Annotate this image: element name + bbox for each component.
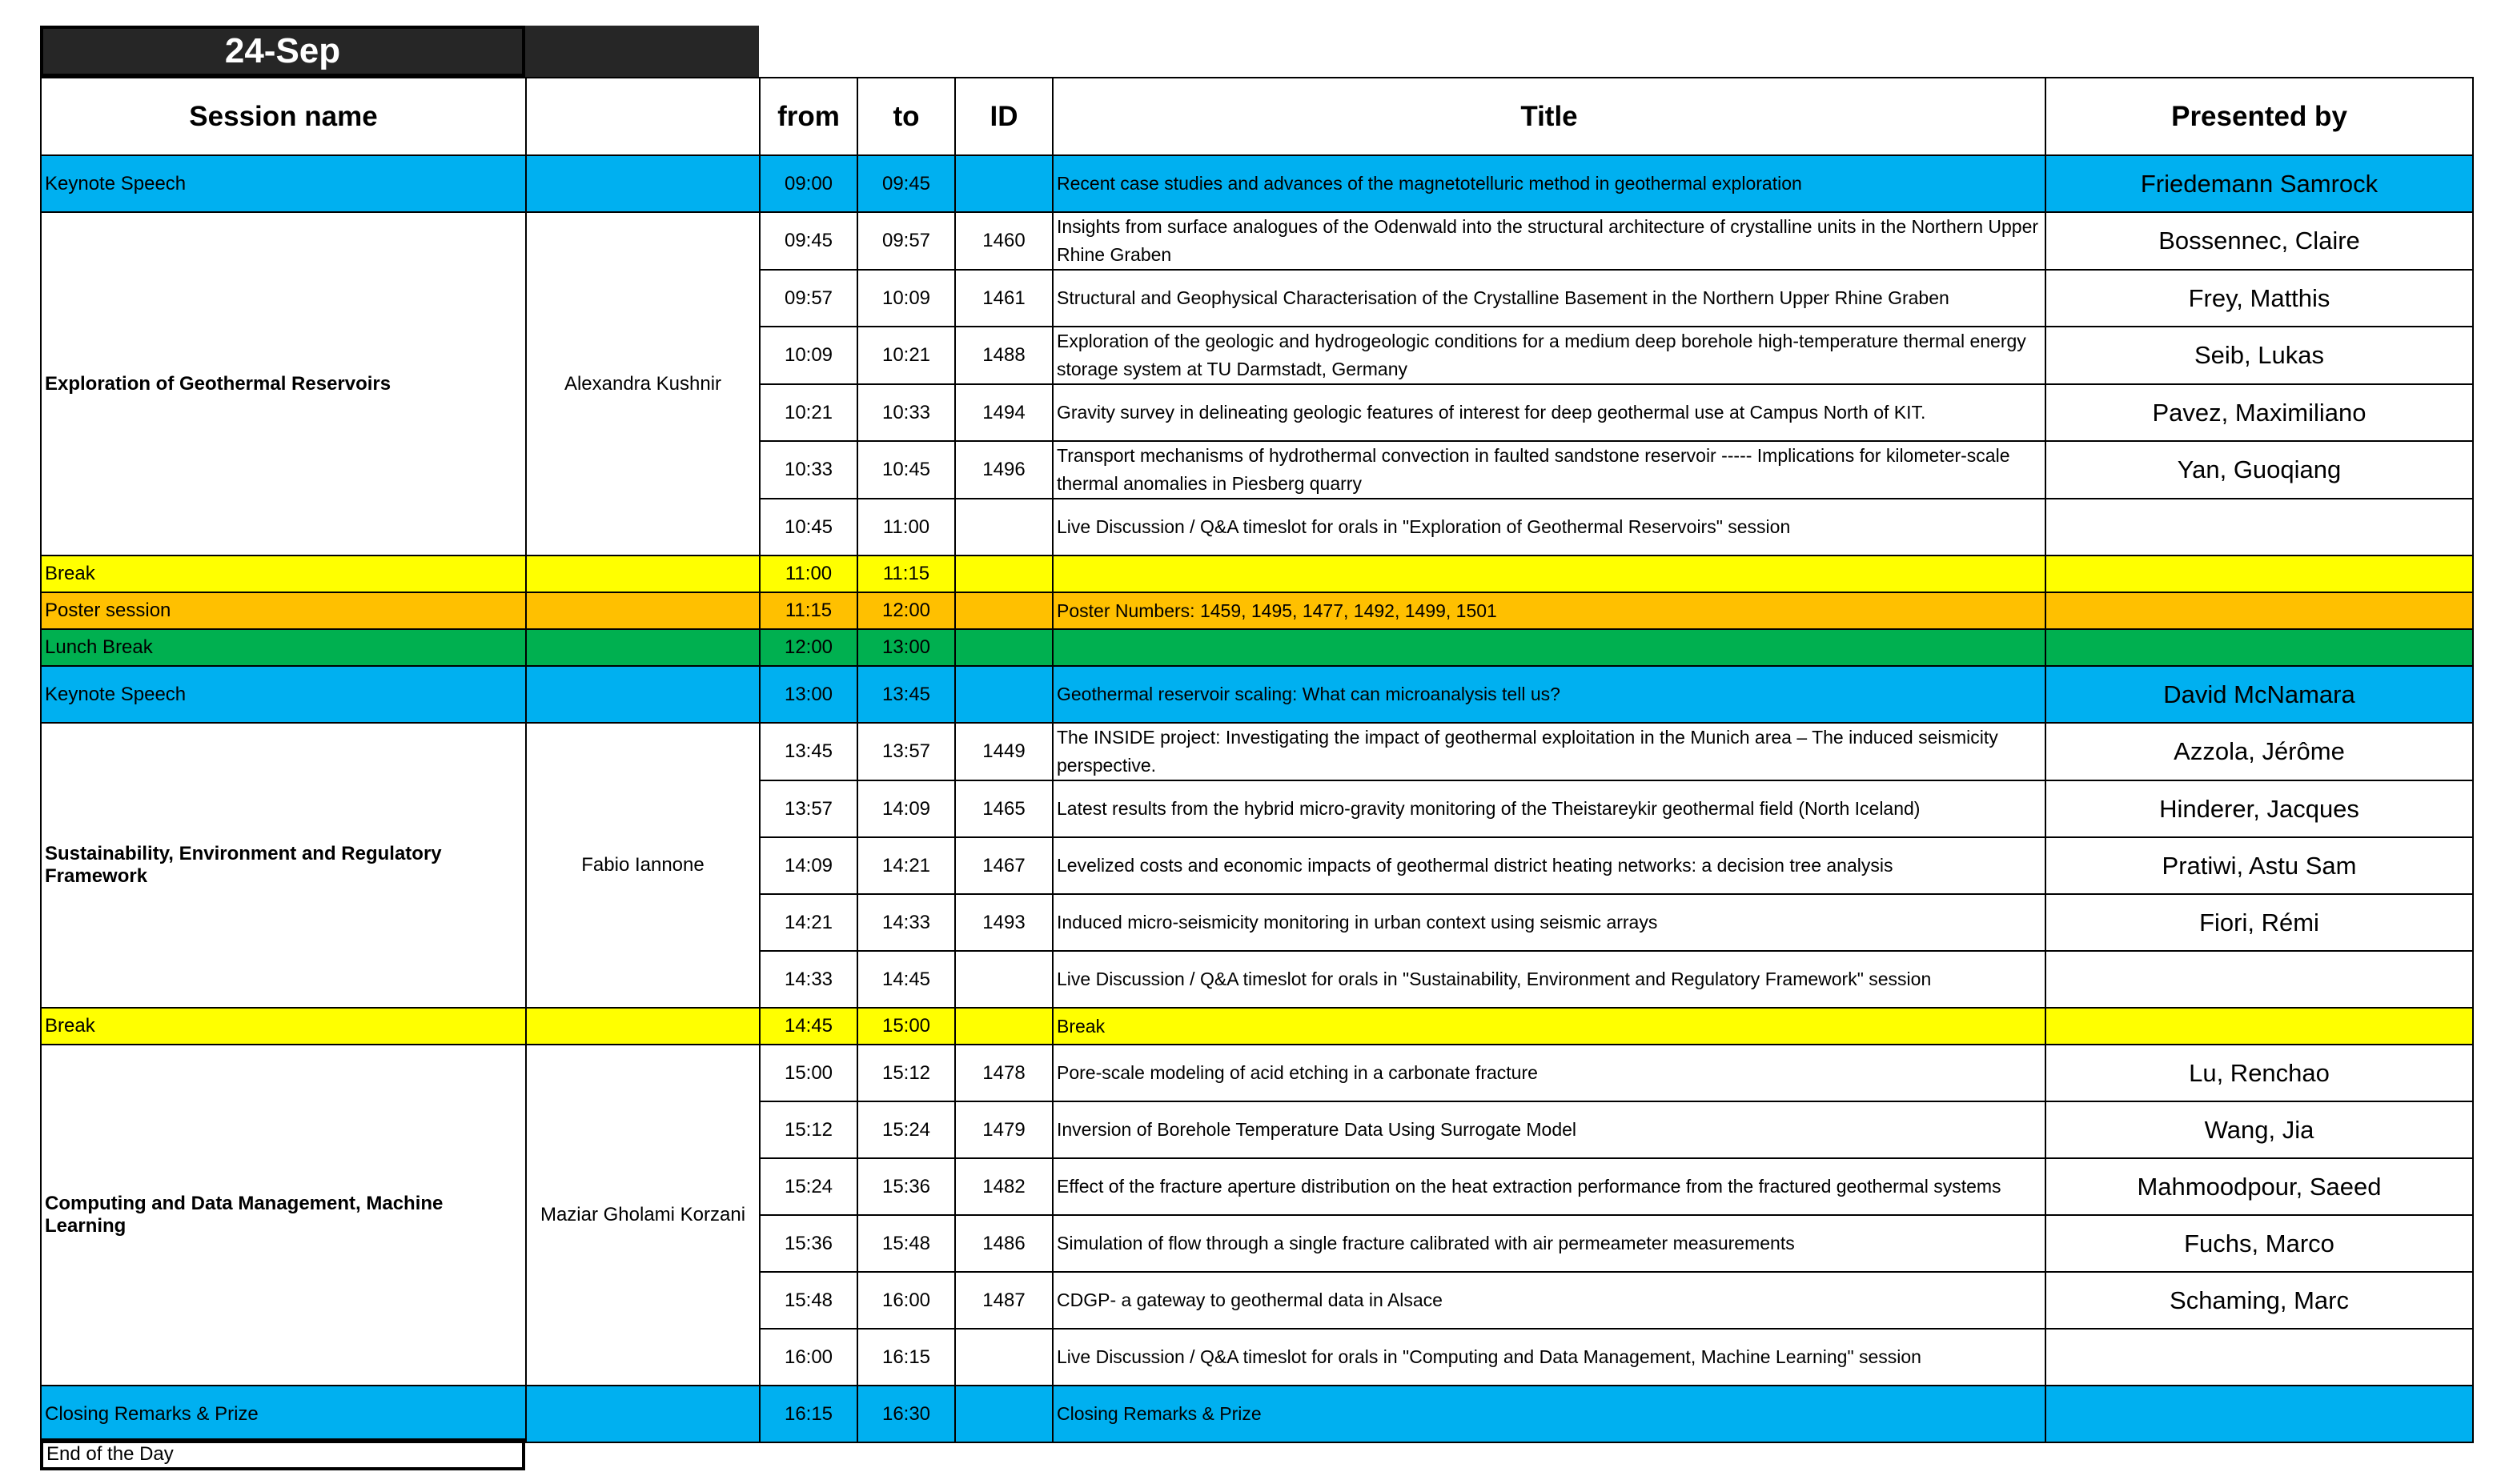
from-time-cell: 11:00 xyxy=(760,555,857,592)
header-from: from xyxy=(760,78,857,155)
title-cell: Latest results from the hybrid micro-gravity monitoring of the Theistareykir geothermal field (North Iceland) xyxy=(1053,780,2045,837)
abstract-id-cell: 1486 xyxy=(955,1215,1053,1272)
abstract-id-cell: 1465 xyxy=(955,780,1053,837)
from-time-cell: 13:00 xyxy=(760,666,857,723)
moderator-cell: Maziar Gholami Korzani xyxy=(526,1045,760,1386)
presenter-cell: Wang, Jia xyxy=(2045,1101,2473,1158)
title-cell: Closing Remarks & Prize xyxy=(1053,1386,2045,1442)
presenter-cell xyxy=(2045,1008,2473,1045)
to-time-cell: 16:30 xyxy=(857,1386,955,1442)
from-time-cell: 10:09 xyxy=(760,327,857,384)
session-name-cell: Keynote Speech xyxy=(41,666,526,723)
from-time-cell: 09:45 xyxy=(760,212,857,270)
title-cell xyxy=(1053,555,2045,592)
presenter-cell: David McNamara xyxy=(2045,666,2473,723)
moderator-cell xyxy=(526,555,760,592)
session-name-cell: Closing Remarks & Prize xyxy=(41,1386,526,1442)
title-cell: The INSIDE project: Investigating the impact of geothermal exploitation in the Munich area – The induced seismicity perspective. xyxy=(1053,723,2045,780)
abstract-id-cell xyxy=(955,555,1053,592)
abstract-id-cell: 1478 xyxy=(955,1045,1053,1101)
session-name-cell: Poster session xyxy=(41,592,526,629)
abstract-id-cell xyxy=(955,1329,1053,1386)
lunch-row xyxy=(41,629,2473,666)
keynote-row xyxy=(41,1386,2473,1442)
abstract-id-cell xyxy=(955,499,1053,555)
break-row xyxy=(41,555,2473,592)
title-cell: Live Discussion / Q&A timeslot for orals in "Computing and Data Management, Machine Learning" session xyxy=(1053,1329,2045,1386)
abstract-id-cell: 1494 xyxy=(955,384,1053,441)
title-cell: Structural and Geophysical Characterisation of the Crystalline Basement in the Northern Upper Rhine Graben xyxy=(1053,270,2045,327)
session-name-cell: Break xyxy=(41,555,526,592)
from-time-cell: 09:57 xyxy=(760,270,857,327)
presenter-cell: Mahmoodpour, Saeed xyxy=(2045,1158,2473,1215)
presenter-cell: Fuchs, Marco xyxy=(2045,1215,2473,1272)
abstract-id-cell xyxy=(955,1386,1053,1442)
to-time-cell: 12:00 xyxy=(857,592,955,629)
moderator-cell: Fabio Iannone xyxy=(526,723,760,1008)
moderator-cell xyxy=(526,1386,760,1442)
presenter-cell xyxy=(2045,1386,2473,1442)
from-time-cell: 11:15 xyxy=(760,592,857,629)
to-time-cell: 11:15 xyxy=(857,555,955,592)
to-time-cell: 09:45 xyxy=(857,155,955,212)
talk-row xyxy=(41,1045,2473,1101)
keynote-row xyxy=(41,666,2473,723)
presenter-cell: Hinderer, Jacques xyxy=(2045,780,2473,837)
title-cell: Transport mechanisms of hydrothermal convection in faulted sandstone reservoir ----- Implications for kilometer-scale thermal anomalies in Piesberg quarry xyxy=(1053,441,2045,499)
poster-row xyxy=(41,592,2473,629)
abstract-id-cell: 1479 xyxy=(955,1101,1053,1158)
break-row xyxy=(41,1008,2473,1045)
title-cell: Live Discussion / Q&A timeslot for orals in "Exploration of Geothermal Reservoirs" session xyxy=(1053,499,2045,555)
to-time-cell: 10:21 xyxy=(857,327,955,384)
title-cell: Levelized costs and economic impacts of geothermal district heating networks: a decision tree analysis xyxy=(1053,837,2045,894)
abstract-id-cell: 1496 xyxy=(955,441,1053,499)
presenter-cell: Schaming, Marc xyxy=(2045,1272,2473,1329)
to-time-cell: 14:21 xyxy=(857,837,955,894)
abstract-id-cell: 1467 xyxy=(955,837,1053,894)
to-time-cell: 13:57 xyxy=(857,723,955,780)
date-header-extension xyxy=(525,26,759,77)
to-time-cell: 14:33 xyxy=(857,894,955,951)
presenter-cell: Yan, Guoqiang xyxy=(2045,441,2473,499)
title-cell: Insights from surface analogues of the Odenwald into the structural architecture of crystalline units in the Northern Upper Rhine Graben xyxy=(1053,212,2045,270)
presenter-cell: Lu, Renchao xyxy=(2045,1045,2473,1101)
abstract-id-cell xyxy=(955,951,1053,1008)
abstract-id-cell: 1487 xyxy=(955,1272,1053,1329)
to-time-cell: 14:09 xyxy=(857,780,955,837)
session-name-cell: Break xyxy=(41,1008,526,1045)
date-header: 24-Sep xyxy=(40,26,525,77)
from-time-cell: 16:15 xyxy=(760,1386,857,1442)
abstract-id-cell xyxy=(955,1008,1053,1045)
from-time-cell: 10:33 xyxy=(760,441,857,499)
abstract-id-cell: 1493 xyxy=(955,894,1053,951)
abstract-id-cell: 1449 xyxy=(955,723,1053,780)
title-cell: Geothermal reservoir scaling: What can microanalysis tell us? xyxy=(1053,666,2045,723)
presenter-cell: Fiori, Rémi xyxy=(2045,894,2473,951)
to-time-cell: 09:57 xyxy=(857,212,955,270)
abstract-id-cell: 1482 xyxy=(955,1158,1053,1215)
from-time-cell: 15:12 xyxy=(760,1101,857,1158)
presenter-cell xyxy=(2045,592,2473,629)
title-cell: Recent case studies and advances of the magnetotelluric method in geothermal exploration xyxy=(1053,155,2045,212)
header-row xyxy=(41,78,2473,155)
presenter-cell xyxy=(2045,499,2473,555)
presenter-cell: Pratiwi, Astu Sam xyxy=(2045,837,2473,894)
presenter-cell: Pavez, Maximiliano xyxy=(2045,384,2473,441)
from-time-cell: 09:00 xyxy=(760,155,857,212)
to-time-cell: 15:48 xyxy=(857,1215,955,1272)
from-time-cell: 10:21 xyxy=(760,384,857,441)
presenter-cell: Frey, Matthis xyxy=(2045,270,2473,327)
presenter-cell: Azzola, Jérôme xyxy=(2045,723,2473,780)
title-cell: Gravity survey in delineating geologic features of interest for deep geothermal use at Campus North of KIT. xyxy=(1053,384,2045,441)
presenter-cell: Friedemann Samrock xyxy=(2045,155,2473,212)
moderator-cell xyxy=(526,629,760,666)
from-time-cell: 15:48 xyxy=(760,1272,857,1329)
title-cell: Exploration of the geologic and hydrogeologic conditions for a medium deep borehole high-temperature thermal energy storage system at TU Darmstadt, Germany xyxy=(1053,327,2045,384)
session-name-cell: Exploration of Geothermal Reservoirs xyxy=(41,212,526,555)
from-time-cell: 10:45 xyxy=(760,499,857,555)
abstract-id-cell xyxy=(955,629,1053,666)
header-presenter: Presented by xyxy=(2045,78,2473,155)
presenter-cell xyxy=(2045,629,2473,666)
abstract-id-cell: 1460 xyxy=(955,212,1053,270)
to-time-cell: 11:00 xyxy=(857,499,955,555)
from-time-cell: 16:00 xyxy=(760,1329,857,1386)
end-of-day-label: End of the Day xyxy=(40,1438,525,1470)
abstract-id-cell: 1488 xyxy=(955,327,1053,384)
to-time-cell: 14:45 xyxy=(857,951,955,1008)
title-cell: CDGP- a gateway to geothermal data in Alsace xyxy=(1053,1272,2045,1329)
moderator-cell xyxy=(526,1008,760,1045)
title-cell xyxy=(1053,629,2045,666)
abstract-id-cell: 1461 xyxy=(955,270,1053,327)
header-title: Title xyxy=(1053,78,2045,155)
abstract-id-cell xyxy=(955,592,1053,629)
abstract-id-cell xyxy=(955,155,1053,212)
to-time-cell: 10:45 xyxy=(857,441,955,499)
presenter-cell xyxy=(2045,1329,2473,1386)
to-time-cell: 13:45 xyxy=(857,666,955,723)
to-time-cell: 16:15 xyxy=(857,1329,955,1386)
to-time-cell: 13:00 xyxy=(857,629,955,666)
header-session: Session name xyxy=(41,78,526,155)
moderator-cell xyxy=(526,666,760,723)
session-name-cell: Computing and Data Management, Machine Learning xyxy=(41,1045,526,1386)
from-time-cell: 14:09 xyxy=(760,837,857,894)
to-time-cell: 10:09 xyxy=(857,270,955,327)
title-cell: Simulation of flow through a single fracture calibrated with air permeameter measurements xyxy=(1053,1215,2045,1272)
header-moderator xyxy=(526,78,760,155)
talk-row xyxy=(41,723,2473,780)
to-time-cell: 15:36 xyxy=(857,1158,955,1215)
session-name-cell: Keynote Speech xyxy=(41,155,526,212)
presenter-cell xyxy=(2045,555,2473,592)
title-cell: Live Discussion / Q&A timeslot for orals in "Sustainability, Environment and Regulatory Framework" session xyxy=(1053,951,2045,1008)
from-time-cell: 15:00 xyxy=(760,1045,857,1101)
keynote-row xyxy=(41,155,2473,212)
moderator-cell xyxy=(526,592,760,629)
talk-row xyxy=(41,212,2473,270)
title-cell: Inversion of Borehole Temperature Data Using Surrogate Model xyxy=(1053,1101,2045,1158)
to-time-cell: 15:00 xyxy=(857,1008,955,1045)
moderator-cell xyxy=(526,155,760,212)
from-time-cell: 13:57 xyxy=(760,780,857,837)
from-time-cell: 15:24 xyxy=(760,1158,857,1215)
from-time-cell: 15:36 xyxy=(760,1215,857,1272)
title-cell: Break xyxy=(1053,1008,2045,1045)
title-cell: Effect of the fracture aperture distribution on the heat extraction performance from the fractured geothermal systems xyxy=(1053,1158,2045,1215)
session-name-cell: Sustainability, Environment and Regulatory Framework xyxy=(41,723,526,1008)
header-to: to xyxy=(857,78,955,155)
title-cell: Pore-scale modeling of acid etching in a carbonate fracture xyxy=(1053,1045,2045,1101)
schedule-table xyxy=(40,77,2474,1443)
abstract-id-cell xyxy=(955,666,1053,723)
from-time-cell: 14:45 xyxy=(760,1008,857,1045)
from-time-cell: 14:21 xyxy=(760,894,857,951)
title-cell: Induced micro-seismicity monitoring in urban context using seismic arrays xyxy=(1053,894,2045,951)
presenter-cell xyxy=(2045,951,2473,1008)
to-time-cell: 16:00 xyxy=(857,1272,955,1329)
title-cell: Poster Numbers: 1459, 1495, 1477, 1492, 1499, 1501 xyxy=(1053,592,2045,629)
to-time-cell: 10:33 xyxy=(857,384,955,441)
presenter-cell: Bossennec, Claire xyxy=(2045,212,2473,270)
presenter-cell: Seib, Lukas xyxy=(2045,327,2473,384)
to-time-cell: 15:24 xyxy=(857,1101,955,1158)
header-id: ID xyxy=(955,78,1053,155)
from-time-cell: 12:00 xyxy=(760,629,857,666)
from-time-cell: 14:33 xyxy=(760,951,857,1008)
moderator-cell: Alexandra Kushnir xyxy=(526,212,760,555)
session-name-cell: Lunch Break xyxy=(41,629,526,666)
from-time-cell: 13:45 xyxy=(760,723,857,780)
to-time-cell: 15:12 xyxy=(857,1045,955,1101)
